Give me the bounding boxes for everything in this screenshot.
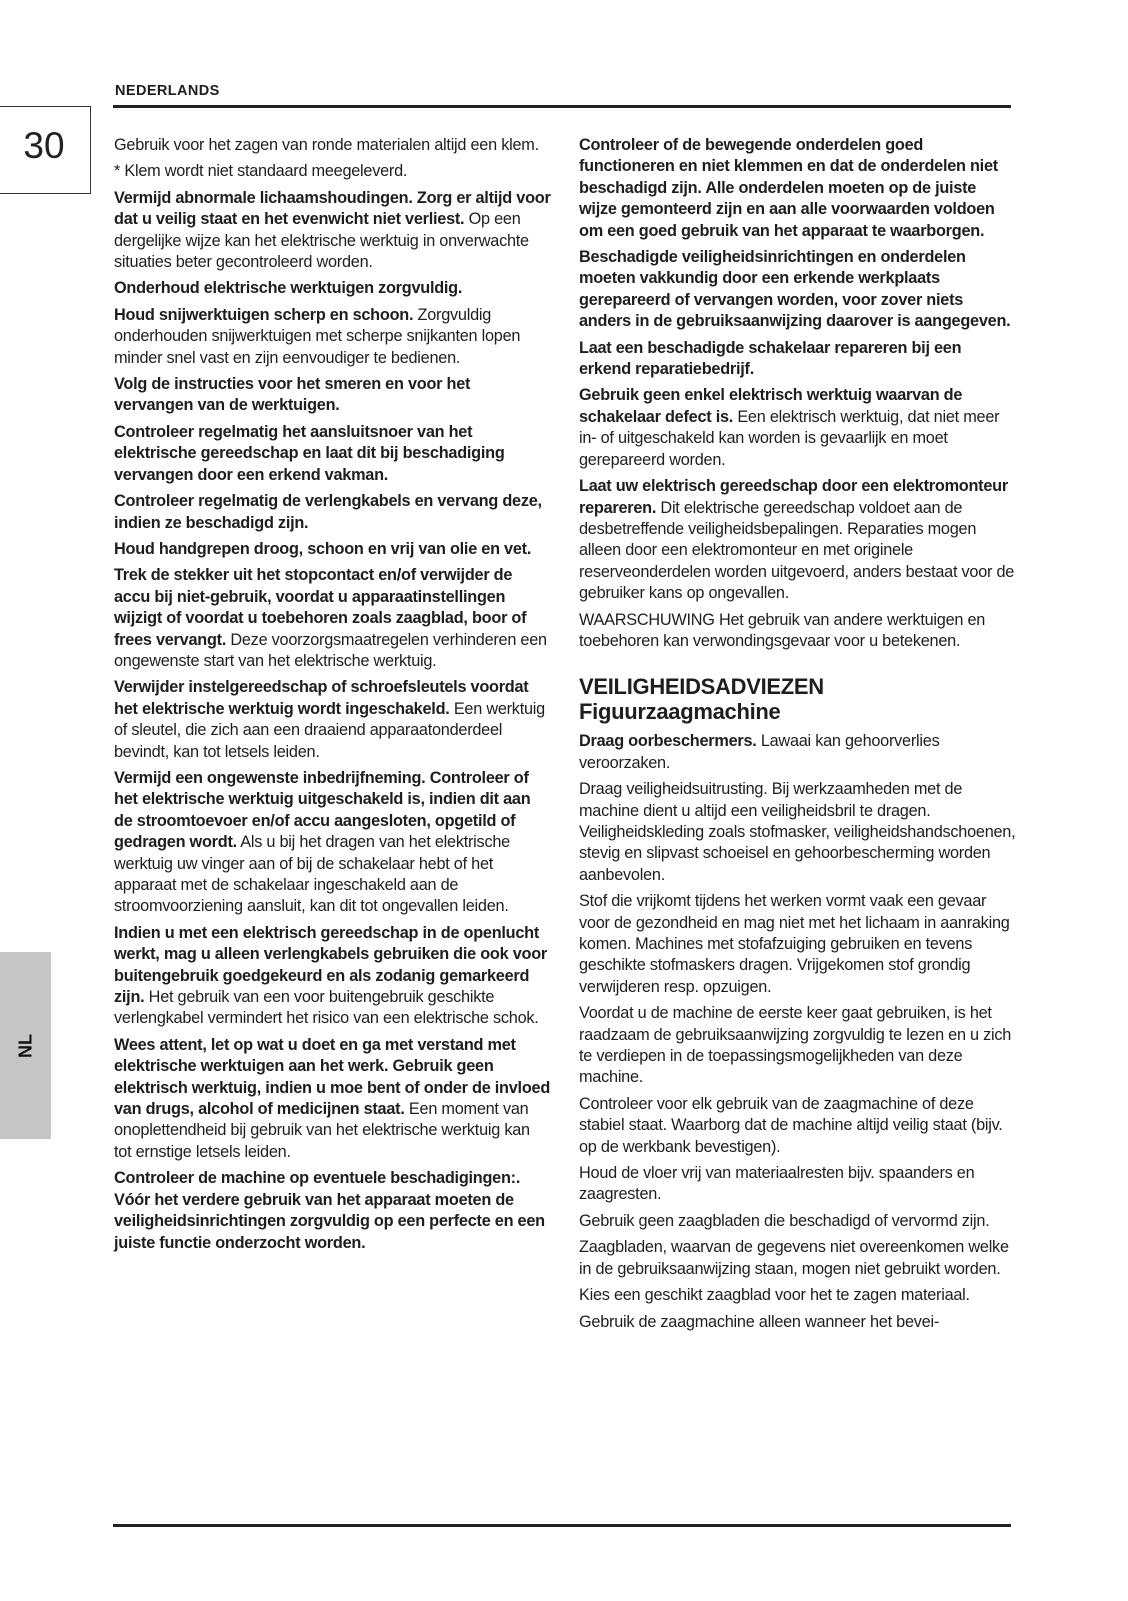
paragraph [579, 779, 1016, 886]
paragraph [579, 338, 1016, 381]
paragraph-bold-text: Gebruik geen enkel elektrisch werktuig waarvan de schakelaar defect is. [579, 386, 963, 426]
paragraph [579, 1211, 1016, 1232]
paragraph [579, 731, 1016, 774]
paragraph-bold-text: Laat een beschadigde schakelaar repareren bij een erkend reparatiebedrijf. [579, 338, 962, 379]
paragraph-text: Op een dergelijke wijze kan het elektrische werktuig in onverwachte situaties beter gecontroleerd worden. [114, 210, 529, 272]
paragraph-text: Houd de vloer vrij van materiaalresten bijv. spaanders en zaagresten. [579, 1164, 975, 1204]
paragraph [579, 610, 1016, 653]
paragraph-text: Een elektrisch werktuig, dat niet meer in- of uitgeschakeld kan worden is gevaarlijk en moet gerepareerd worden. [579, 407, 1000, 469]
paragraph [579, 385, 1016, 471]
paragraph-text: Deze voorzorgsmaatregelen verhinderen een ongewenste start van het elektrische werktuig. [114, 630, 547, 670]
paragraph-text: * Klem wordt niet standaard meegeleverd. [114, 162, 408, 181]
paragraph [579, 135, 1016, 242]
paragraph [114, 278, 551, 299]
paragraph-text: Voordat u de machine de eerste keer gaat gebruiken, is het raadzaam de gebruiksaanwijzing zorgvuldig te lezen en u zich te verdiepen in de toepassingsmogelijkheden van deze machine. [579, 1004, 1012, 1087]
paragraph [114, 539, 551, 560]
paragraph [114, 1168, 551, 1254]
paragraph [579, 247, 1016, 333]
paragraph-bold-text: Verwijder instelgereedschap of schroefsleutels voordat het elektrische werktuig wordt ingeschakeld. [114, 678, 529, 718]
section-subtitle: Figuurzaagmachine [579, 699, 781, 725]
left-column [114, 135, 551, 1259]
paragraph [114, 1035, 551, 1163]
paragraph [114, 768, 551, 918]
paragraph-text: Stof die vrijkomt tijdens het werken vormt vaak een gevaar voor de gezondheid en mag niet met het lichaam in aanraking komen. Machines met stofafzuiging gebruiken en tevens geschikte stofmaskers dragen. Vrijgekomen stof grondig verwijderen resp. opzuigen. [579, 892, 1010, 996]
paragraph-text: Controleer voor elk gebruik van de zaagmachine of deze stabiel staat. Waarborg dat de machine altijd veilig staat (bijv. op de werkbank bevestigen). [579, 1094, 1003, 1156]
paragraph [579, 1312, 1016, 1333]
paragraph-text: Kies een geschikt zaagblad voor het te zagen materiaal. [579, 1286, 970, 1305]
paragraph-bold-text: Trek de stekker uit het stopcontact en/of verwijder de accu bij niet-gebruik, voordat u apparaatinstellingen wijzigt of voordat u toebehoren zoals zaagblad, boor of frees vervangt. [114, 566, 527, 649]
paragraph-text: Als u bij het dragen van het elektrische werktuig uw vinger aan of bij de schakelaar hebt of het apparaat met de schakelaar ingeschakeld aan de stroomvoorziening aansluit, kan dit tot ongevallen leiden. [114, 833, 510, 916]
paragraph [114, 305, 551, 369]
paragraph-bold-text: Volg de instructies voor het smeren en voor het vervangen van de werktuigen. [114, 375, 471, 415]
paragraph [579, 1163, 1016, 1206]
paragraph-text: Lawaai kan gehoorverlies veroorzaken. [579, 732, 940, 772]
right-column-bottom [579, 731, 1016, 1333]
paragraph-bold-text: Houd snijwerktuigen scherp en schoon. [114, 305, 414, 324]
paragraph [114, 161, 551, 182]
paragraph-text: Zaagbladen, waarvan de gegevens niet overeenkomen welke in de gebruiksaanwijzing staan, mogen niet gebruikt worden. [579, 1238, 1009, 1278]
paragraph [114, 491, 551, 534]
language-side-tab-label: NL [15, 1033, 35, 1058]
paragraph-text: Een werktuig of sleutel, die zich aan een draaiend apparaatonderdeel bevindt, kan tot letsels leiden. [114, 699, 545, 761]
paragraph-text: Gebruik de zaagmachine alleen wanneer het bevei- [579, 1312, 939, 1331]
paragraph-bold-text: Controleer of de bewegende onderdelen goed functioneren en niet klemmen en dat de onderdelen niet beschadigd zijn. Alle onderdelen moeten op de juiste wijze gemonteerd zijn en aan alle voorwaarden voldoen om een goed gebruik van het apparaat te waarborgen. [579, 136, 998, 240]
header-rule [113, 105, 1011, 108]
paragraph-bold-text: Controleer de machine op eventuele beschadigingen:. Vóór het verdere gebruik van het apparaat moeten de veiligheidsinrichtingen zorgvuldig op een perfecte en een juiste functie onderzocht worden. [114, 1169, 545, 1252]
paragraph-bold-text: Wees attent, let op wat u doet en ga met verstand met elektrische werktuigen aan het werk. Gebruik geen elektrisch werktuig, indien u moe bent of onder de invloed van drugs, alcohol of medicijnen staat. [114, 1035, 551, 1119]
paragraph [579, 891, 1016, 998]
section-title: VEILIGHEIDSADVIEZEN [579, 674, 824, 700]
paragraph-bold-text: Vermijd een ongewenste inbedrijfneming. Controleer of het elektrische werktuig uitgeschakeld is, indien dit aan de stroomtoevoer en/of accu aangesloten, opgetild of gedragen wordt. [114, 768, 531, 852]
paragraph-text: Zorgvuldig onderhouden snijwerktuigen met scherpe snijkanten lopen minder snel vast en zijn eenvoudiger te bedienen. [114, 305, 521, 367]
paragraph-bold-text: Draag oorbeschermers. [579, 732, 757, 751]
paragraph [114, 374, 551, 417]
section-heading [579, 674, 1016, 725]
paragraph-text: Gebruik geen zaagbladen die beschadigd of vervormd zijn. [579, 1211, 990, 1230]
footer-rule [113, 1524, 1011, 1527]
paragraph [579, 1237, 1016, 1280]
paragraph-text: Gebruik voor het zagen van ronde materialen altijd een klem. [114, 136, 539, 154]
paragraph-bold-text: Controleer regelmatig het aansluitsnoer van het elektrische gereedschap en laat dit bij beschadiging vervangen door een erkend vakman. [114, 422, 505, 484]
paragraph-bold-text: Vermijd abnormale lichaamshoudingen. Zorg er altijd voor dat u veilig staat en het evenwicht niet verliest. [114, 188, 551, 229]
language-side-tab [0, 952, 51, 1139]
paragraph-text: WAARSCHUWING Het gebruik van andere werktuigen en toebehoren kan verwondingsgevaar voor u betekenen. [579, 610, 986, 650]
right-column [579, 135, 1016, 1338]
page-number-box [0, 106, 91, 194]
paragraph-bold-text: Houd handgrepen droog, schoon en vrij van olie en vet. [114, 539, 532, 558]
page-number: 30 [23, 125, 65, 166]
paragraph [114, 188, 551, 274]
paragraph [579, 1094, 1016, 1158]
paragraph-text: Dit elektrische gereedschap voldoet aan de desbetreffende veiligheidsbepalingen. Reparaties mogen alleen door een elektromonteur en met originele reserveonderdelen worden uitgevoerd, anders bestaat voor de gebruiker kans op ongevallen. [579, 498, 1015, 603]
paragraph-text: Een moment van onoplettendheid bij gebruik van het elektrische werktuig kan tot ernstige letsels leiden. [114, 1100, 530, 1161]
right-column-top [579, 135, 1016, 652]
paragraph [114, 677, 551, 763]
paragraph-bold-text: Indien u met een elektrisch gereedschap in de openlucht werkt, mag u alleen verlengkabels gebruiken die ook voor buitengebruik goedgekeurd en als zodanig gemarkeerd zijn. [114, 923, 547, 1007]
paragraph-bold-text: Controleer regelmatig de verlengkabels en vervang deze, indien ze beschadigd zijn. [114, 492, 542, 532]
header-language: NEDERLANDS [115, 83, 220, 99]
paragraph [114, 135, 551, 156]
paragraph [579, 1003, 1016, 1089]
paragraph-bold-text: Laat uw elektrisch gereedschap door een elektromonteur repareren. [579, 477, 1008, 517]
paragraph-text: Draag veiligheidsuitrusting. Bij werkzaamheden met de machine dient u altijd een veiligheidsbril te dragen. Veiligheidskleding zoals stofmasker, veiligheidshandschoenen, stevig en slipvast schoeisel en gehoorbescherming worden aanbevolen. [579, 780, 1016, 884]
paragraph-text: Het gebruik van een voor buitengebruik geschikte verlengkabel vermindert het risico van een elektrische schok. [114, 988, 539, 1028]
paragraph-bold-text: Onderhoud elektrische werktuigen zorgvuldig. [114, 279, 463, 298]
paragraph-bold-text: Beschadigde veiligheidsinrichtingen en onderdelen moeten vakkundig door een erkende werkplaats gerepareerd of vervangen worden, voor zover niets anders in de gebruiksaanwijzing daarover is aangegeven. [579, 248, 1011, 331]
paragraph [114, 422, 551, 486]
paragraph [114, 565, 551, 672]
paragraph [579, 1285, 1016, 1306]
paragraph [579, 476, 1016, 604]
paragraph [114, 923, 551, 1030]
